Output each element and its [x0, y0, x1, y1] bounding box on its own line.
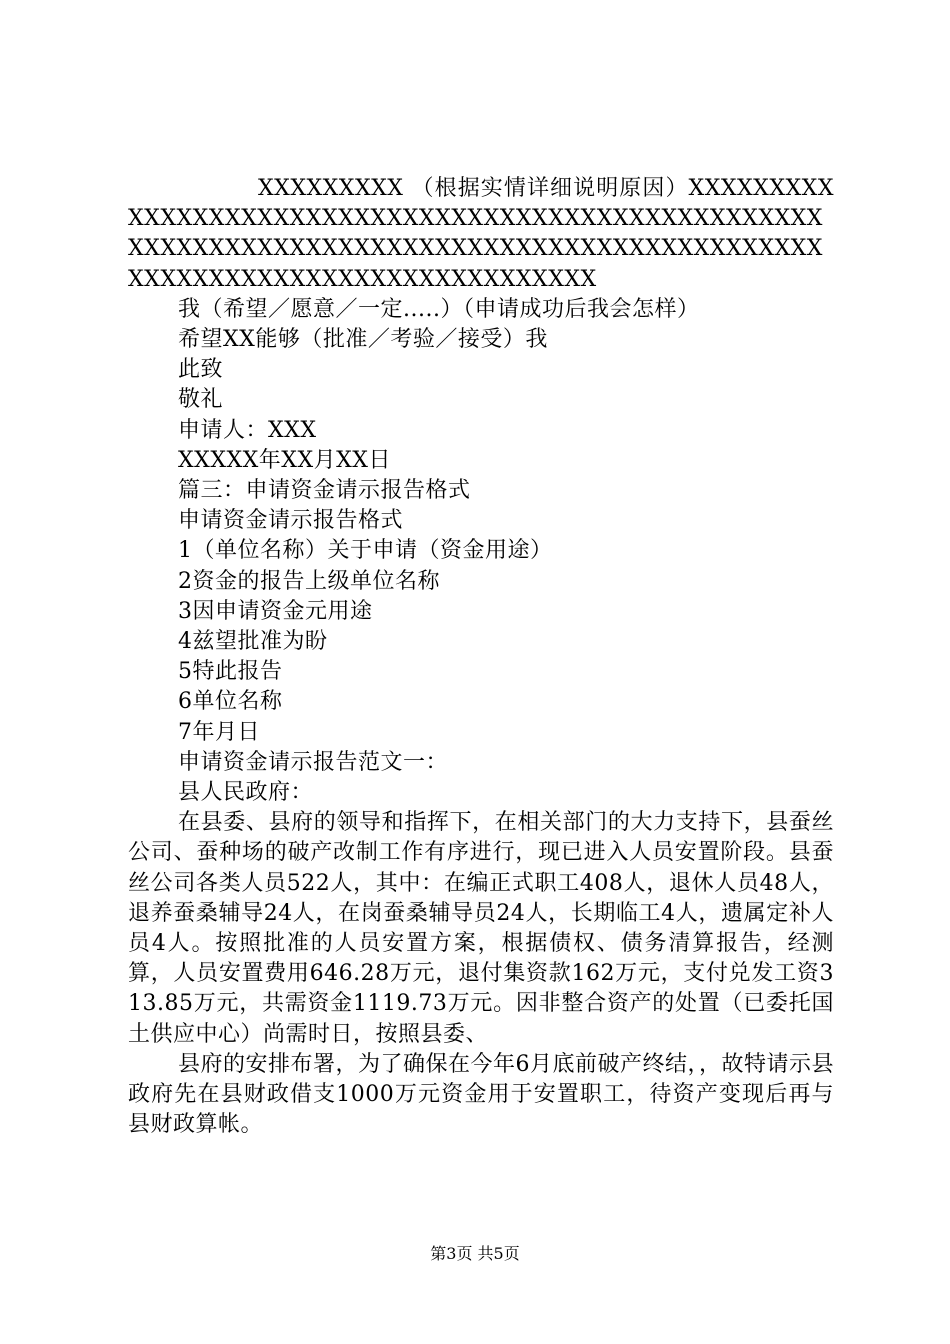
body-paragraph-2: 县府的安排布署，为了确保在今年6月底前破产终结，，故特请示县政府先在县财政借支1000万元资金用于安置职工，待资产变现后再与县财政算帐。	[128, 1051, 834, 1138]
date-line: XXXXX年XX月XX日	[178, 447, 391, 473]
text-line-wish: 希望XX能够（批准／考验／接受）我	[178, 327, 548, 353]
format-title: 申请资金请示报告格式	[178, 508, 404, 534]
page-footer: 第3页 共5页	[430, 1244, 520, 1263]
format-item-6: 6单位名称	[178, 689, 283, 715]
applicant-line: 申请人：XXX	[178, 417, 317, 443]
format-item-7: 7年月日	[178, 719, 260, 745]
format-item-2: 2资金的报告上级单位名称	[178, 568, 440, 594]
addressee-line: 县人民政府：	[178, 780, 314, 806]
text-line-hope: 我（希望／愿意／一定.....）（申请成功后我会怎样）	[178, 296, 700, 322]
body-paragraph-1: 在县委、县府的领导和指挥下，在相关部门的大力支持下，县蚕丝公司、蚕种场的破产改制工作有序进行，现已进入人员安置阶段。县蚕丝公司各类人员522人，其中：在编正式职工408人，退休人员48人，退养蚕桑辅导24人，在岗蚕桑辅导员24人，长期临工4人，遗属定补人员4人。按照批准的人员安置方案，根据债权、债务清算报告，经测算，人员安置费用646.28万元，退付集资款162万元，支付兑发工资313.85万元，共需资金1119.73万元。因非整合资产的处置（已委托国土供应中心）尚需时日，按照县委、	[128, 810, 834, 1047]
document-body	[128, 174, 834, 1141]
intro-paragraph: XXXXXXXXX （根据实情详细说明原因）XXXXXXXXXXXXXXXXXXXXXXXXXXXXXXXXXXXXXXXXXXXXXXXXXXXXXXXXXXXXXXXXXXXXXXXXXXXXXXXXXXXXXXXXXXXXXXXXXXXXXXXXXXXXXXXXXXXXXXXXXXXX	[128, 176, 834, 292]
format-item-1: 1（单位名称）关于申请（资金用途）	[178, 538, 553, 564]
format-item-3: 3因申请资金元用途	[178, 598, 373, 624]
sample-title: 申请资金请示报告范文一：	[178, 749, 449, 775]
text-line-regards: 敬礼	[178, 387, 224, 413]
text-line-salutation: 此致	[178, 357, 224, 383]
section-heading: 篇三：申请资金请示报告格式	[178, 478, 471, 504]
format-item-5: 5特此报告	[178, 659, 283, 685]
format-item-4: 4兹望批准为盼	[178, 629, 328, 655]
